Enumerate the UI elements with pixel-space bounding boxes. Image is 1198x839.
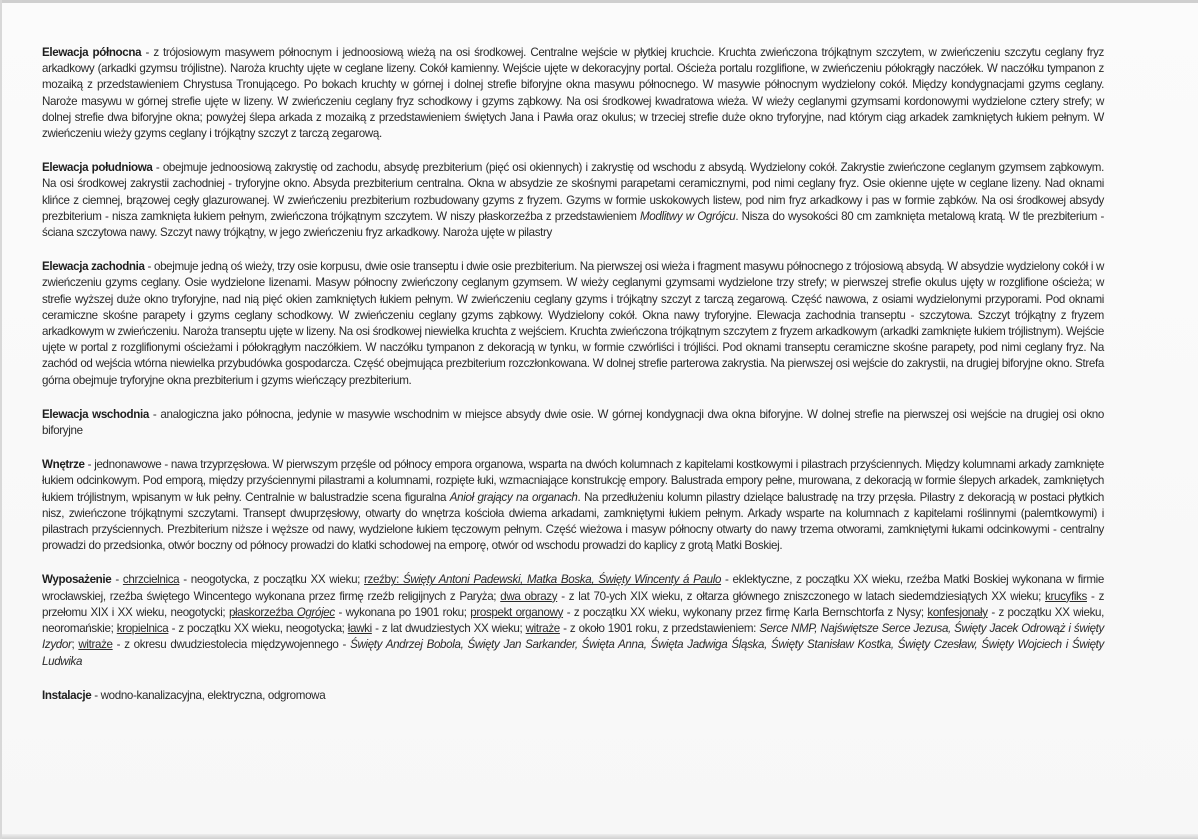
section-furnishings [42,572,1104,669]
section-north-elevation [42,45,1104,142]
furnishing-item-name: dwa obrazy [500,589,558,603]
furnishing-text-part: - z lat 70-ych XIX wieku, z ołtarza głównego zniszczonego w latach siedemdziesiątych XX wieku; [557,589,1046,603]
furnishing-item-name: chrzcielnica [122,573,180,587]
furnishing-item-name: konfesjonały [927,605,988,619]
furnishings-text [42,573,1104,667]
furnishing-text-part: - z początku XX wieku, neoromańskie; [42,605,1104,636]
furnishing-item-name: witraże [525,622,560,636]
furnishing-text-part: - neogotycka, z początku XX wieku; [179,573,365,587]
furnishing-text-part: - z początku XX wieku, neogotycka; [168,622,348,636]
furnishing-item-name: prospekt organowy [470,605,564,619]
section-heading: Elewacja wschodnia [42,407,149,421]
scan-edge-top [2,0,1198,3]
furnishing-text-part: - [111,573,123,587]
section-south-elevation [42,160,1104,241]
section-text: . Nisza do wysokości 80 cm zamknięta metalową kratą. W tle prezbiterium - ściana szczytowa nawy. Szczyt nawy trójkątny, w jego zwieńczeniu fryz arkadkowy. Naroża ujęte w pilastry [42,209,1104,240]
section-italic-title: Modlitwy w Ogrójcu [639,209,736,223]
section-heading: Instalacje [42,688,92,702]
furnishing-text-part: Serce NMP, Najświętsze Serce Jezusa, Święty Jacek Odrowąż i święty Izydor [42,622,1104,652]
document-body [42,45,1104,722]
furnishing-text-part: Święty Andrzej Bobola, Święty Jan Sarkander, Święta Anna, Święta Jadwiga Śląska, Święty Stanisław Kostka, Święty Czesław, Święty Wojciech i Święty Ludwika [42,638,1104,668]
section-text: . Na przedłużeniu kolumn pilastry dzielące balustradę na trzy przęsła. Pilastry z dekoracją w postaci płytkich nisz, zwieńczone trójkątnymi szczytami. Transept dwuprzęsłowy, otwarty do wnętrza kościoła dwiema arkadami, zamkniętymi łukiem pełnym. Arkady wsparte na kolumnach z kapitelami roślinnymi (palemtkowymi) i pilastrach przyściennych. Prezbiterium niższe i węższe od nawy, wydzielone łukiem tęczowym pełnym. Część wieżowa i masyw północny otwarty do nawy trzema otworami, zamkniętymi łukami odcinkowymi - centralny prowadzi do przedsionka, otwór boczny od północy prowadzi do klatki schodowej na emporę, otwór od wschodu prowadzi do kaplicy z grotą Matki Boskiej. [42,490,1105,553]
furnishing-text-part: - z początku XX wieku, wykonany przez firmę Karla Bernschtorfa z Nysy; [563,605,928,619]
furnishing-item-name: witraże [78,638,113,652]
section-heading: Elewacja północna [42,46,142,59]
furnishing-text-part: - z przełomu XIX i XX wieku, neogotycki; [42,589,1105,619]
furnishing-item-name: ławki [347,622,372,636]
furnishing-item-name: krucyfiks [1045,589,1087,603]
section-west-elevation [42,259,1104,389]
section-interior [42,457,1104,554]
furnishing-text-part: - z około 1901 roku, z przedstawieniem: [559,622,760,636]
section-east-elevation [42,407,1104,439]
furnishing-item-name: Święty Antoni Padewski, Matka Boska, Święty Wincenty á Paulo [402,573,722,587]
section-heading: Elewacja południowa [42,161,153,175]
furnishing-text-part: - z okresu dwudziestolecia międzywojennego - [112,638,351,652]
furnishing-item-name: Ogrójec [296,605,335,619]
furnishing-text-part: ; [71,638,79,652]
furnishing-item-name: rzeźby: [364,573,403,587]
section-italic-title: Anioł grający na organach [449,490,578,504]
furnishing-text-part: - z lat dwudziestych XX wieku; [371,622,526,636]
scan-edge-bottom [2,834,1198,839]
section-installations [42,688,1104,704]
section-text: - obejmuje jedną oś wieży, trzy osie korpusu, dwie osie transeptu i dwie osie prezbiterium. Na pierwszej osi wieża i fragment masywu północnego z trójosiową absydą. W absydzie wydzielony cokół i w zwieńczeniu gzyms ceglany. Osie wydzielone lizenami. Masyw północny zwieńczony ceglanym gzymsem. W wieży ceglanymi gzymsami wydzielone trzy strefy; w pierwszej strefie okulus ujęty w rozglifione ościeża; w strefie wyższej duże okno tryforyjne, nad nią pięć okien zamkniętych łukiem pełnym. W zwieńczeniu ceglany gzyms i trójkątny szczyt z tarczą zegarową. Część nawowa, z osiami wydzielonymi przyporami. Pod oknami ceramiczne skośne parapety i gzyms ceglany schodkowy. W zwieńczeniu ceglany gzyms ząbkowy. Wydzielony cokół. Okna nawy tryforyjne. Elewacja zachodnia transeptu - szczytowa. Szczyt trójkątny z fryzem arkadkowym w zwieńczeniu. Naroża transeptu ujęte w lizeny. Na osi środkowej niewielka kruchta z wejściem. Kruchta zwieńczona trójkątnym szczytem z fryzem arkadkowym (arkadki zamknięte łukiem trójlistnym). Wejście ujęte w portal z rozglifionymi ościeżami i półokrągłym naczółkiem. W naczółku tympanon z dekoracją w tynku, w formie czwórliści i trójliści. Pod oknami transeptu ceramiczne skośne parapety, pod nimi ceglany fryz. Na zachód od wejścia wtórna niewielka przybudówka gospodarcza. Część obejmująca prezbiterium rozczłonkowana. W dolnej strefie parterowa zakrystia. Na pierwszej osi wejście do zakrystii, na drugiej biforyjne okno. Strefa górna obejmuje tryforyjne okna prezbiterium i gzyms wieńczący prezbiterium. [42,260,1104,387]
section-text: - z trójosiowym masywem północnym i jednoosiową wieżą na osi środkowej. Centralne wejście w płytkiej kruchcie. Kruchta zwieńczona trójkątnym szczytem, w zwieńczeniu szczytu ceglany fryz arkadkowy (arkadki gzymsu trójlistne). Naroża kruchty ujęte w ceglane lizeny. Cokół kamienny. Wejście ujęte w dekoracyjny portal. Ościeża portalu rozglifione, w zwieńczeniu półokrągły naczółek. W naczółku tympanon z mozaiką z przedstawieniem Chrystusa Tronującego. Po bokach kruchty w górnej i dolnej strefie biforyjne okna masywu północnego. W masywie północnym wydzielony cokół. Między kondygnacjami gzyms ceglany. Naroże masywu w górnej strefie ujęte w lizeny. W zwieńczeniu ceglany fryz schodkowy i gzyms ząbkowy. Na osi środkowej kwadratowa wieża. W wieży ceglanymi gzymsami kordonowymi wydzielone cztery strefy; w dolnej strefie dwa biforyjne okna; powyżej ślepa arkada z mozaiką z przedstawieniem świętych Jana i Pawła oraz okulus; w trzeciej strefie duże okno tryforyjne, nad którym ciąg arkadek zamkniętych łukiem pełnym. W zwieńczeniu wieży gzyms ceglany i trójkątny szczyt z tarczą zegarową. [42,46,1104,141]
section-text: - jednonawowe - nawa trzyprzęsłowa. W pierwszym przęśle od północy empora organowa, wsparta na dwóch kolumnach z kapitelami kostkowymi i pilastrach przyściennych. Między kolumnami arkady zamknięte łukiem odcinkowym. Pod emporą, między przyściennymi pilastrami a kolumnami, rozpięte łuki, wzmacniające konstrukcję empory. Balustrada empory pełne, murowana, z dekoracją w formie ślepych arkadek, zamkniętych łukiem trójlistnym, wpisanym w łuk pełny. Centralnie w balustradzie scena figuralna [42,458,1104,504]
section-text: - obejmuje jednoosiową zakrystię od zachodu, absydę prezbiterium (pięć osi okiennych) i zakrystię od wschodu z absydą. Wydzielony cokół. Zakrystie zwieńczone ceglanym gzymsem ząbkowym. Na osi środkowej zakrystii zachodniej - tryforyjne okno. Absyda prezbiterium centralna. Okna w absydzie ze skośnymi parapetami ceramicznymi, pod nimi ceglany fryz. Osie okienne ujęte w ceglane lizeny. Nad oknami klińce z ciemnej, brązowej cegły glazurowanej. W zwieńczeniu prezbiterium rozbudowany gzyms z fryzem. Gzyms w formie uskokowych listew, pod nim fryz arkadkowy i pas w formie ząbków. Na osi środkowej absydy prezbiterium - nisza zamknięta łukiem pełnym, zwieńczona trójkątnym szczytem. W niszy płaskorzeźba z przedstawieniem [42,161,1104,223]
furnishing-item-name: kropielnica [116,622,169,636]
section-text: - analogiczna jako północna, jedynie w masywie wschodnim w miejsce absydy dwie osie. W górnej kondygnacji dwa okna biforyjne. W dolnej strefie na pierwszej osi wejście na drugiej osi okno biforyjne [42,407,1104,438]
furnishing-item-name: płaskorzeźba [228,605,297,619]
section-text: - wodno-kanalizacyjna, elektryczna, odgromowa [91,688,326,702]
furnishing-text-part: - eklektyczne, z początku XX wieku, rzeźba Matki Boskiej wykonana w firmie wrocławskiej, rzeźba świętego Wincentego wykonana przez firmę rzeźb religijnych z Paryża; [42,573,1104,603]
section-heading: Elewacja zachodnia [42,260,145,274]
section-heading: Wyposażenie [42,573,112,587]
section-heading: Wnętrze [42,458,85,472]
furnishing-text-part: - wykonana po 1901 roku; [334,605,471,619]
